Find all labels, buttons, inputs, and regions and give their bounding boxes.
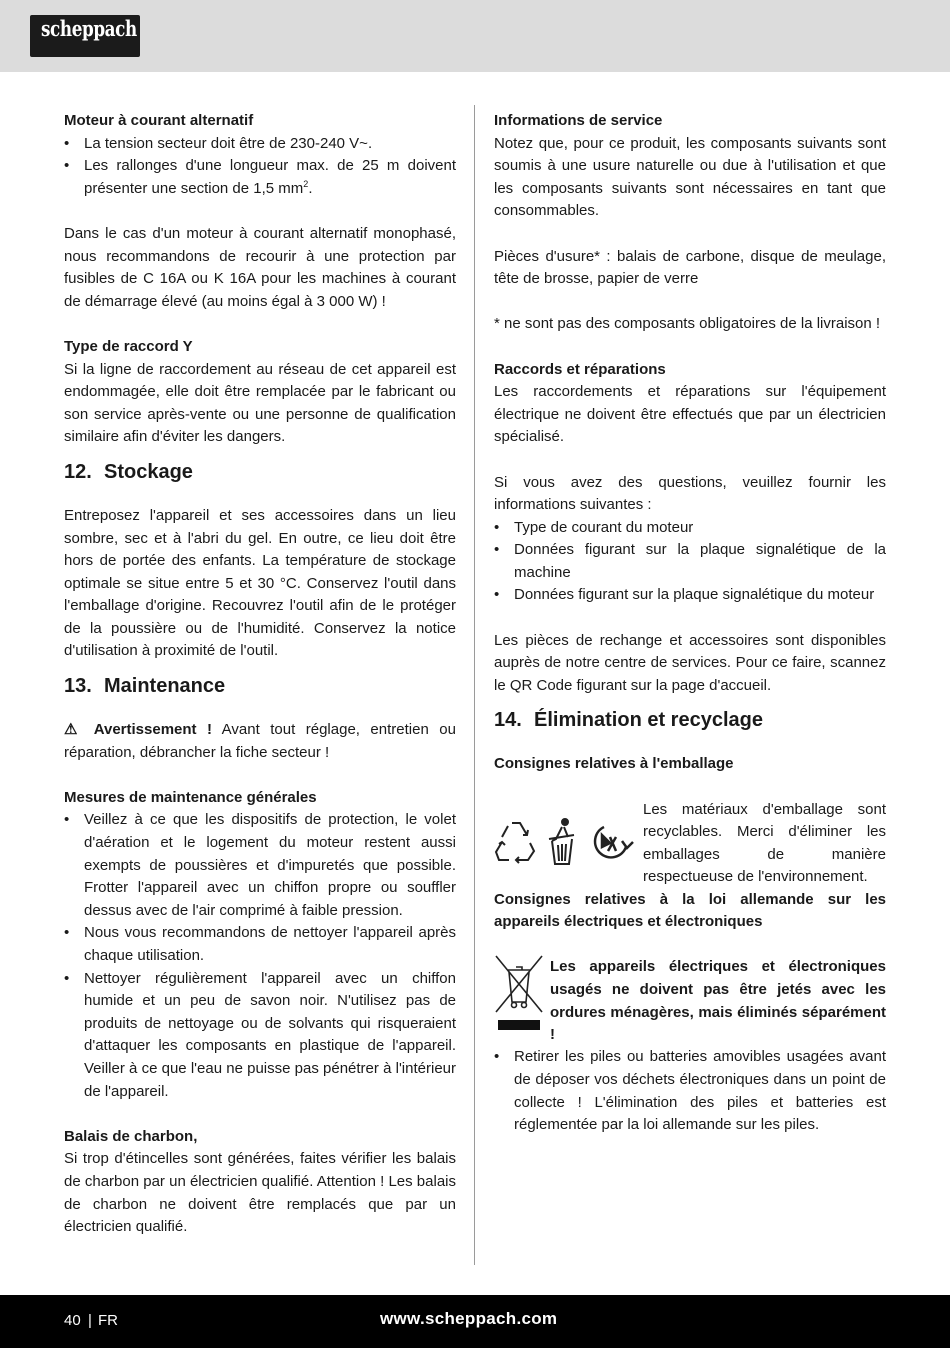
questions-paragraph: Si vous avez des questions, veuillez fournir les informations suivantes : bbox=[494, 473, 886, 514]
list-item: • Données figurant sur la plaque signalétique du moteur bbox=[494, 584, 886, 607]
list-item: • La tension secteur doit être de 230-240 V~. bbox=[64, 133, 456, 156]
list-item: • Données figurant sur la plaque signalétique de la machine bbox=[494, 539, 886, 584]
recycle-icon bbox=[496, 823, 534, 863]
emballage-text: Les matériaux d'emballage sont recyclables. Merci d'éliminer les emballages de manière respectueuse de l'environnement. bbox=[643, 800, 886, 886]
list-item: • Veillez à ce que les dispositifs de protection, le volet d'aération et le logement du moteur restent aussi exempts de poussières et d'impuretés que possible. Frotter l'appareil avec un chiffon propre ou souffler dessus avec de l'air comprimé à faible pression. bbox=[64, 809, 456, 922]
section-12-heading: 12. Stockage bbox=[64, 460, 193, 483]
stockage-paragraph: Entreposez l'appareil et ses accessoires dans un lieu sombre, sec et à l'abri du gel. En outre, ce lieu doit être hors de portée des enfants. La température de stockage optimale se situe entre 5 et 30 °C. Conservez l'outil dans l'emballage d'origine. Recouvrez l'outil afin de le protéger de la poussière ou de l'humidité. Conservez la notice d'utilisation à proximité de l'outil. bbox=[64, 506, 456, 660]
recycling-icons bbox=[494, 817, 640, 867]
balais-heading: Balais de charbon, bbox=[64, 1127, 198, 1145]
mesures-heading: Mesures de maintenance générales bbox=[64, 788, 317, 806]
left-column bbox=[64, 110, 456, 1239]
list-item: • Retirer les piles ou batteries amovibles usagées avant de déposer vos déchets électroniques dans un point de collecte ! L'élimination des piles et batteries est réglementée par la loi allemande sur les piles. bbox=[494, 1046, 886, 1136]
note-paragraph: * ne sont pas des composants obligatoires de la livraison ! bbox=[494, 315, 881, 333]
raccords-heading: Raccords et réparations bbox=[494, 360, 666, 378]
loi-heading: Consignes relatives à la loi allemande sur les appareils électriques et électroniques bbox=[494, 890, 886, 931]
footer-separator: | bbox=[88, 1312, 92, 1329]
right-column bbox=[494, 110, 886, 1137]
weee-list bbox=[494, 1046, 886, 1136]
mesures-list bbox=[64, 809, 456, 1103]
usure-paragraph: Pièces d'usure* : balais de carbone, disque de meulage, tête de brosse, papier de verre bbox=[494, 247, 886, 288]
weee-text: Les appareils électriques et électroniques usagés ne doivent pas être jetés avec les ordures ménagères, mais éliminés séparément ! bbox=[550, 958, 886, 1044]
service-paragraph: Notez que, pour ce produit, les composants suivants sont soumis à une usure naturelle ou due à l'utilisation et que les composants suivants sont nécessaires en tant que consommables. bbox=[494, 134, 886, 220]
list-item: • Les rallonges d'une longueur max. de 25 m doivent présenter une section de 1,5 $mm^2$. bbox=[64, 155, 456, 200]
motor-paragraph: Dans le cas d'un moteur à courant alternatif monophasé, nous recommandons de recourir à une protection par fusibles de C 16A ou K 16A pour les machines à courant de démarrage élevé (au moins égal à 3 000 W) ! bbox=[64, 224, 456, 310]
website-link[interactable]: www.scheppach.com bbox=[380, 1309, 558, 1328]
raccord-heading: Type de raccord Y bbox=[64, 337, 193, 355]
trash-bin-person-icon bbox=[549, 819, 574, 864]
warning-triangle-icon: ⚠ bbox=[64, 721, 84, 739]
motor-heading: Moteur à courant alternatif bbox=[64, 112, 254, 129]
header-bar bbox=[0, 0, 950, 72]
section-13-heading: 13. Maintenance bbox=[64, 675, 226, 698]
pieces-paragraph: Les pièces de rechange et accessoires sont disponibles auprès de notre centre de services. Pour ce faire, scannez le QR Code figurant sur la page d'accueil. bbox=[494, 631, 886, 694]
column-divider bbox=[474, 105, 475, 1265]
warning-paragraph: ⚠ Avertissement ! Avant tout réglage, entretien ou réparation, débrancher la fiche secteur ! bbox=[64, 721, 456, 761]
language-code: FR bbox=[98, 1312, 118, 1329]
emballage-heading: Consignes relatives à l'emballage bbox=[494, 755, 734, 773]
section-14-heading: 14. Élimination et recyclage bbox=[494, 709, 763, 732]
service-heading: Informations de service bbox=[494, 112, 663, 129]
footer-bar bbox=[0, 1295, 950, 1348]
balais-paragraph: Si trop d'étincelles sont générées, faites vérifier les balais de charbon par un électricien qualifié. Attention ! Les balais de charbon ne doivent être remplacés que par un électricien qualifié. bbox=[64, 1150, 456, 1236]
raccord-paragraph: Si la ligne de raccordement au réseau de cet appareil est endommagée, elle doit être remplacée par le fabricant ou son service après-vente ou une personne de qualification similaire afin d'éviter les dangers. bbox=[64, 360, 456, 446]
page-number: 40 bbox=[64, 1312, 81, 1329]
crossed-bin-icon bbox=[494, 952, 544, 1036]
questions-list bbox=[494, 517, 886, 607]
list-item: • Nettoyer régulièrement l'appareil avec un chiffon humide et un peu de savon noir. N'utilisez pas de produits de nettoyage ou de solvants qui risqueraient d'attaquer les composants en plastique de l'appareil. Veiller à ce que l'eau ne puisse pas pénétrer à l'intérieur de l'appareil. bbox=[64, 968, 456, 1104]
raccords-paragraph: Les raccordements et réparations sur l'équipement électrique ne doivent être effectués que par un électricien spécialisé. bbox=[494, 383, 886, 446]
list-item: • Type de courant du moteur bbox=[494, 517, 886, 540]
list-item: • Nous vous recommandons de nettoyer l'appareil après chaque utilisation. bbox=[64, 922, 456, 967]
weee-block bbox=[494, 956, 886, 1046]
recycle-arrow-icon bbox=[595, 827, 633, 857]
motor-list bbox=[64, 133, 456, 201]
emballage-block bbox=[494, 799, 886, 889]
scheppach-logo: scheppach bbox=[30, 15, 140, 57]
